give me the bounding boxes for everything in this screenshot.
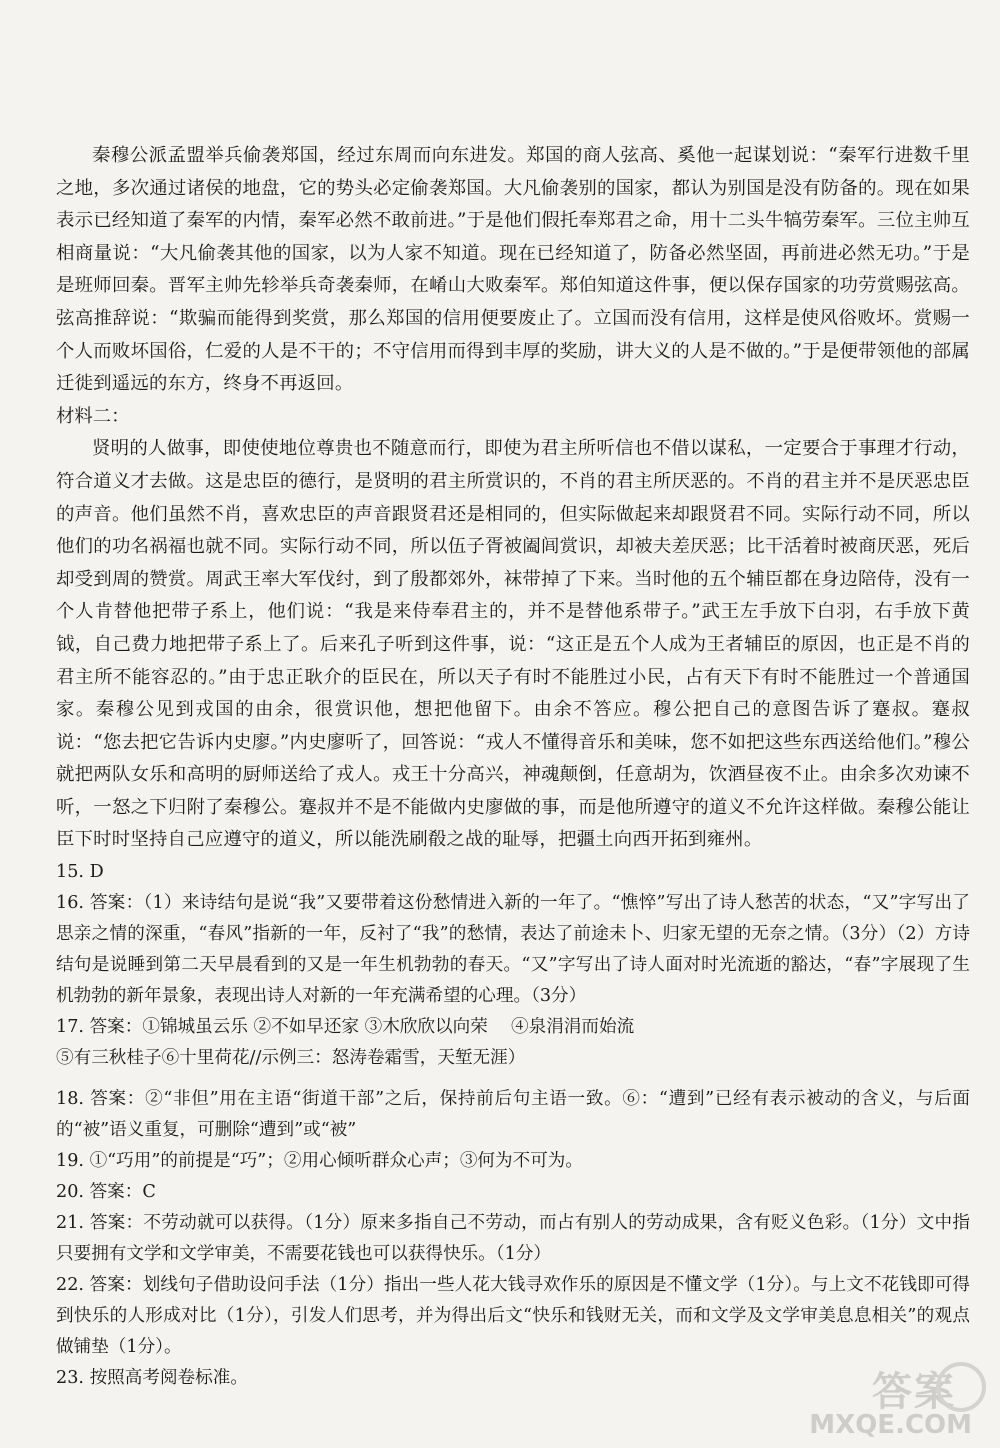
answer-15: 15. D	[56, 862, 104, 883]
watermark-url: MXQE.COM	[809, 1410, 972, 1440]
answer-22: 22. 答案：划线句子借助设问手法（1分）指出一些人花大钱寻欢作乐的原因是不懂文学（1分）。与上文不花钱即可得到快乐的人形成对比（1分），引发人们思考，并为得出后文“快乐和钱财无关，而和文学及文学审美息息相关”的观点做铺垫（1分）。	[56, 1275, 970, 1358]
spacer	[56, 1074, 970, 1084]
answer-17-line1: 17. 答案：①锦城虽云乐 ②不如早还家 ③木欣欣以向荣 ④泉涓涓而始流	[56, 1017, 635, 1038]
material2-paragraph: 贤明的人做事，即使使地位尊贵也不随意而行，即使为君主所听信也不借以谋私，一定要合于事理才行动，符合道义才去做。这是忠臣的德行，是贤明的君主所赏识的，不肖的君主所厌恶的。不肖的君主并不是厌恶忠臣的声音。他们虽然不肖，喜欢忠臣的声音跟贤君还是相同的，但实际做起来却跟贤君不同。实际行动不同，所以他们的功名祸福也就不同。实际行动不同，所以伍子胥被阖闾赏识，却被夫差厌恶；比干活着时被商厌恶，死后却受到周的赞赏。周武王率大军伐纣，到了殷都郊外，袜带掉了下来。当时他的五个辅臣都在身边陪侍，没有一个人肯替他把带子系上，他们说：“我是来侍奉君主的，并不是替他系带子。”武王左手放下白羽，右手放下黄钺，自己费力地把带子系上了。后来孔子听到这件事，说：“这正是五个人成为王者辅臣的原因，也正是不肖的君主所不能容忍的。”由于忠正耿介的臣民在，所以天子有时不能胜过小民，占有天下有时不能胜过一个普通国家。秦穆公见到戎国的由余，很赏识他，想把他留下。由余不答应。穆公把自己的意图告诉了蹇叔。蹇叔说：“您去把它告诉内史廖。”内史廖听了，回答说：“戎人不懂得音乐和美味，您不如把这些东西送给他们。”穆公就把两队女乐和高明的厨师送给了戎人。戎王十分高兴，神魂颠倒，任意胡为，饮酒昼夜不止。由余多次劝谏不听，一怒之下归附了秦穆公。蹇叔并不是不能做内史廖做的事，而是他所遵守的道义不允许这样做。秦穆公能让臣下时时坚持自己应遵守的道义，所以能洗刷殽之战的耻辱，把疆土向西开拓到雍州。	[56, 438, 970, 851]
answer-21: 21. 答案：不劳动就可以获得。（1分）原来多指自己不劳动，而占有别人的劳动成果，含有贬义色彩。（1分）文中指只要拥有文学和文学审美，不需要花钱也可以获得快乐。（1分）	[56, 1213, 970, 1265]
material1-paragraph: 秦穆公派孟盟举兵偷袭郑国，经过东周而向东进发。郑国的商人弦高、奚他一起谋划说：“秦军行进数千里之地，多次通过诸侯的地盘，它的势头必定偷袭郑国。大凡偷袭别的国家，都认为别国是没有防备的。现在如果表示已经知道了秦军的内情，秦军必然不敢前进。”于是他们假托奉郑君之命，用十二头牛犒劳秦军。三位主帅互相商量说：“大凡偷袭其他的国家，以为人家不知道。现在已经知道了，防备必然坚固，再前进必然无功。”于是是班师回秦。晋军主帅先轸举兵奇袭秦师，在崤山大败秦军。郑伯知道这件事，便以保存国家的功劳赏赐弦高。弦高推辞说：“欺骗而能得到奖赏，那么郑国的信用便要废止了。立国而没有信用，这样是使风俗败坏。赏赐一个人而败坏国俗，仁爱的人是不干的；不守信用而得到丰厚的奖励，讲大义的人是不做的。”于是便带领他的部属迁徙到遥远的东方，终身不再返回。	[56, 145, 970, 395]
answer-19: 19. ①“巧用”的前提是“巧”；②用心倾听群众心声；③何为不可为。	[56, 1151, 583, 1172]
answer-18: 18. 答案：②“非但”用在主语“街道干部”之后，保持前后句主语一致。⑥：“遭到”已经有表示被动的含义，与后面的“被”语义重复，可删除“遭到”或“被”	[56, 1089, 970, 1141]
answer-16: 16. 答案：（1）来诗结句是说“我”又要带着这份愁情进入新的一年了。“憔悴”写出了诗人愁苦的状态，“又”字写出了思亲之情的深重，“春风”指新的一年，反衬了“我”的愁情，表达了前途未卜、归家无望的无奈之情。（3分）（2）方诗结句是说睡到第二天早晨看到的又是一年生机勃勃的春天。“又”字写出了诗人面对时光流逝的豁达，“春”字展现了生机勃勃的新年景象，表现出诗人对新的一年充满希望的心理。（3分）	[56, 893, 970, 1007]
material2-label: 材料二：	[56, 405, 130, 427]
watermark-logo	[809, 1360, 986, 1440]
answer-20: 20. 答案：C	[56, 1182, 156, 1203]
watermark-text: 答案	[872, 1369, 956, 1415]
answer-23: 23. 按照高考阅卷标准。	[56, 1368, 248, 1389]
watermark-circle-icon	[936, 1362, 986, 1412]
answer-17-line2: ⑤有三秋桂子⑥十里荷花//示例三：怒涛卷霜雪，天堑无涯）	[56, 1048, 526, 1069]
